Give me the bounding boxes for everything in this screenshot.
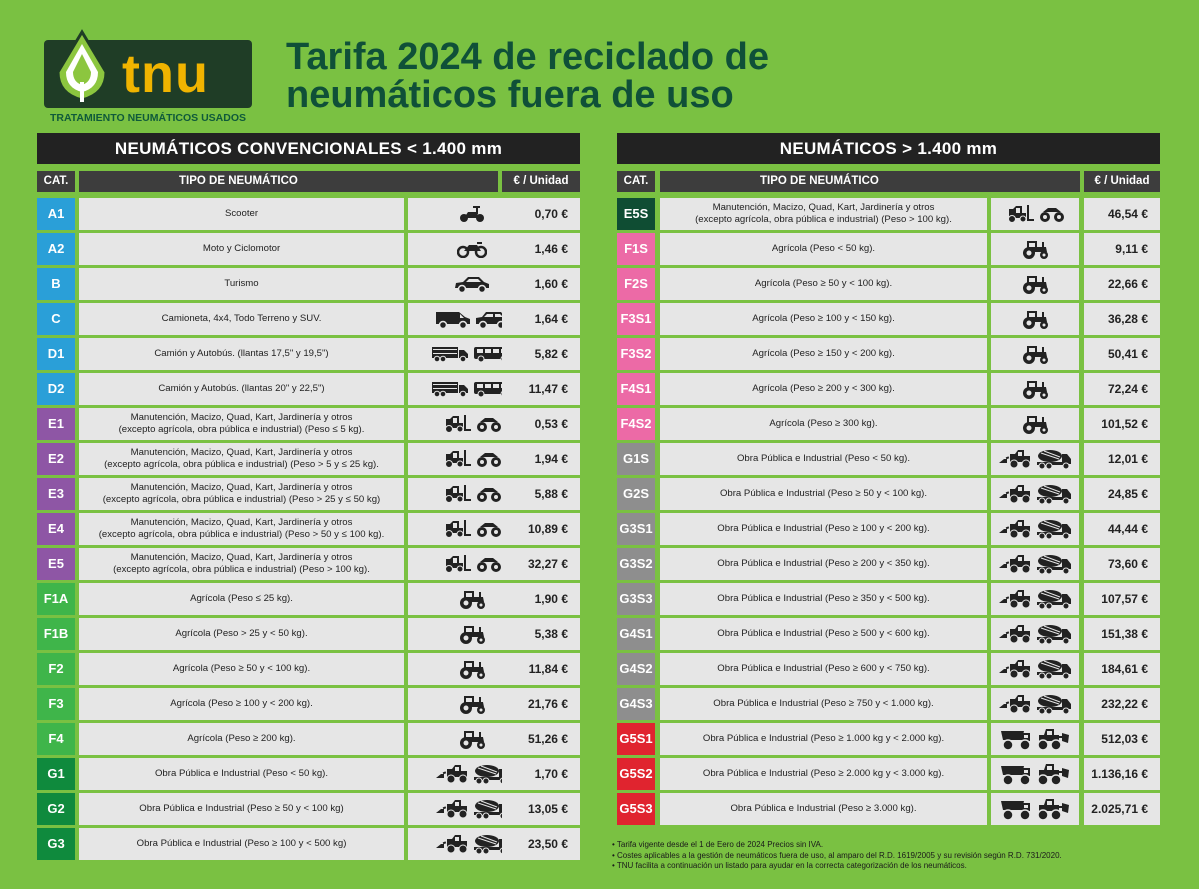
category-code: E5S [617,198,655,230]
category-code: F1A [37,583,75,615]
vehicle-icons [991,408,1079,440]
tractor-icon [1019,378,1051,400]
logo-subtitle: TRATAMIENTO NEUMÁTICOS USADOS [50,112,246,124]
tire-description [79,618,404,650]
tire-description [660,653,987,685]
quad-icon [1039,205,1065,223]
right-section-header: NEUMÁTICOS > 1.400 mm [617,133,1160,164]
unit-price: 1,94 € [502,443,580,475]
unit-price: 2.025,71 € [1084,793,1160,825]
quad-icon [476,450,502,468]
tire-description [79,198,404,230]
category-code: D2 [37,373,75,405]
category-code: G5S2 [617,758,655,790]
quad-icon [476,520,502,538]
tire-description [660,793,987,825]
tire-description [660,268,987,300]
unit-price: 36,28 € [1084,303,1160,335]
dump-truck-icon [1000,797,1032,821]
category-code: F4 [37,723,75,755]
description-line: Agrícola (Peso ≥ 100 y < 200 kg). [170,698,313,709]
tire-description [660,513,987,545]
tire-description [660,408,987,440]
description-line: Camión y Autobús. (llantas 17,5" y 19,5") [154,348,329,359]
loader-icon [998,589,1032,609]
category-code: D1 [37,338,75,370]
tire-description [660,478,987,510]
category-code: G3S3 [617,583,655,615]
description-line: Obra Pública e Industrial (Peso ≥ 500 y < 600 kg). [717,628,930,639]
tire-description [79,758,404,790]
tire-description [79,583,404,615]
category-code: G4S2 [617,653,655,685]
category-code: G3S1 [617,513,655,545]
tire-description [79,268,404,300]
description-line: Agrícola (Peso ≥ 200 y < 300 kg). [752,383,895,394]
tire-description [79,233,404,265]
loader-icon [435,799,469,819]
vehicle-icons [991,373,1079,405]
vehicle-icons [991,338,1079,370]
footnote: • Tarifa vigente desde el 1 de Eero de 2024 Precios sin IVA. [612,840,824,849]
unit-price: 10,89 € [502,513,580,545]
loader-icon [998,659,1032,679]
unit-price: 72,24 € [1084,373,1160,405]
unit-price: 1.136,16 € [1084,758,1160,790]
footnotes [612,840,1062,872]
tire-description [660,303,987,335]
wheel-loader-icon [1036,727,1070,751]
loader-icon [998,694,1032,714]
tire-description [79,548,404,580]
mixer-truck-icon [1036,448,1072,470]
vehicle-icons [991,758,1079,790]
truck-icon [431,380,469,398]
category-code: E4 [37,513,75,545]
description-line: (excepto agrícola, obra pública e industrial) (Peso > 100 kg). [113,564,370,575]
truck-icon [431,345,469,363]
logo-wordmark: tnu [122,44,209,104]
description-line: Manutención, Macizo, Quad, Kart, Jardinería y otros [130,517,353,528]
tire-description [660,583,987,615]
page-title-line-1: Tarifa 2024 de reciclado de [286,36,769,78]
category-code: G1 [37,758,75,790]
mixer-truck-icon [1036,553,1072,575]
loader-icon [435,764,469,784]
category-code: G1S [617,443,655,475]
description-line: Scooter [224,208,259,219]
vehicle-icons [991,443,1079,475]
dump-truck-icon [1000,727,1032,751]
forklift-icon [442,519,472,539]
unit-price: 51,26 € [502,723,580,755]
tire-description [660,198,987,230]
category-code: G5S1 [617,723,655,755]
mixer-truck-icon [1036,518,1072,540]
unit-price: 73,60 € [1084,548,1160,580]
category-code: A1 [37,198,75,230]
tire-description [79,828,404,860]
mixer-truck-icon [1036,623,1072,645]
right-header-tipo: TIPO DE NEUMÁTICO [660,171,1080,192]
unit-price: 107,57 € [1084,583,1160,615]
unit-price: 151,38 € [1084,618,1160,650]
tire-description [79,478,404,510]
vehicle-icons [991,303,1079,335]
forklift-icon [1005,204,1035,224]
category-code: G5S3 [617,793,655,825]
description-line: Obra Pública e Industrial (Peso ≥ 2.000 kg y < 3.000 kg). [702,768,945,779]
tire-description [79,653,404,685]
mixer-truck-icon [1036,658,1072,680]
tire-description [660,758,987,790]
left-header-price: € / Unidad [502,171,580,192]
description-line: Obra Pública e Industrial (Peso ≥ 3.000 kg). [730,803,917,814]
description-line: (excepto agrícola, obra pública e industrial) (Peso ≤ 5 kg). [118,424,365,435]
category-code: C [37,303,75,335]
quad-icon [476,485,502,503]
page-title-line-2: neumáticos fuera de uso [286,74,734,116]
unit-price: 1,46 € [502,233,580,265]
vehicle-icons [991,198,1079,230]
unit-price: 232,22 € [1084,688,1160,720]
tire-description [79,793,404,825]
description-line: Manutención, Macizo, Quad, Kart, Jardinería y otros [130,552,353,563]
vehicle-icons [991,688,1079,720]
forklift-icon [442,554,472,574]
unit-price: 9,11 € [1084,233,1160,265]
unit-price: 32,27 € [502,548,580,580]
category-code: F2S [617,268,655,300]
left-header-cat: CAT. [37,171,75,192]
mixer-truck-icon [1036,483,1072,505]
description-line: (excepto agrícola, obra pública e industrial) (Peso > 50 y ≤ 100 kg). [98,529,385,540]
category-code: G2S [617,478,655,510]
scooter-icon [458,205,486,223]
description-line: Camioneta, 4x4, Todo Terreno y SUV. [161,313,322,324]
left-header-tipo: TIPO DE NEUMÁTICO [79,171,498,192]
unit-price: 22,66 € [1084,268,1160,300]
tire-description [79,338,404,370]
loader-icon [435,834,469,854]
unit-price: 11,47 € [502,373,580,405]
description-line: Manutención, Macizo, Quad, Kart, Jardinería y otros [130,482,353,493]
loader-icon [998,449,1032,469]
tractor-icon [1019,413,1051,435]
tire-description [79,443,404,475]
category-code: F3S2 [617,338,655,370]
tire-description [79,688,404,720]
category-code: G2 [37,793,75,825]
unit-price: 1,70 € [502,758,580,790]
description-line: Agrícola (Peso < 50 kg). [771,243,876,254]
tractor-icon [456,728,488,750]
unit-price: 101,52 € [1084,408,1160,440]
description-line: Obra Pública e Industrial (Peso ≥ 1.000 kg y < 2.000 kg). [702,733,945,744]
unit-price: 46,54 € [1084,198,1160,230]
vehicle-icons [991,268,1079,300]
description-line: (excepto agrícola, obra pública e industrial) (Peso > 25 y ≤ 50 kg) [102,494,381,505]
unit-price: 21,76 € [502,688,580,720]
tire-description [660,688,987,720]
tractor-icon [456,588,488,610]
footnote: • Costes aplicables a la gestión de neumáticos fuera de uso, al amparo del R.D. 1619/2005 y su revisión según R.D. 731/2020. [612,850,1062,860]
quad-icon [476,415,502,433]
mixer-truck-icon [1036,588,1072,610]
vehicle-icons [991,653,1079,685]
description-line: Obra Pública e Industrial (Peso ≥ 50 y < 100 kg) [139,803,344,814]
tire-description [79,513,404,545]
description-line: Agrícola (Peso ≤ 25 kg). [190,593,293,604]
description-line: Manutención, Macizo, Quad, Kart, Jardinería y otros [712,202,935,213]
category-code: E1 [37,408,75,440]
unit-price: 13,05 € [502,793,580,825]
tractor-icon [456,623,488,645]
right-header-cat: CAT. [617,171,655,192]
description-line: Obra Pública e Industrial (Peso ≥ 100 y < 500 kg) [136,838,347,849]
description-line: Obra Pública e Industrial (Peso ≥ 750 y < 1.000 kg). [713,698,934,709]
unit-price: 50,41 € [1084,338,1160,370]
unit-price: 1,90 € [502,583,580,615]
tractor-icon [456,693,488,715]
van-icon [435,309,471,329]
unit-price: 5,38 € [502,618,580,650]
description-line: (excepto agrícola, obra pública e industrial) (Peso > 5 y ≤ 25 kg). [104,459,379,470]
unit-price: 5,82 € [502,338,580,370]
vehicle-icons [991,233,1079,265]
category-code: G4S3 [617,688,655,720]
forklift-icon [442,484,472,504]
wheel-loader-icon [1036,762,1070,786]
car-icon [453,275,491,293]
description-line: Obra Pública e Industrial (Peso ≥ 50 y < 100 kg). [719,488,928,499]
category-code: E3 [37,478,75,510]
mixer-truck-icon [1036,693,1072,715]
right-header-price: € / Unidad [1084,171,1160,192]
vehicle-icons [991,583,1079,615]
unit-price: 11,84 € [502,653,580,685]
category-code: E5 [37,548,75,580]
description-line: Camión y Autobús. (llantas 20" y 22,5") [158,383,325,394]
category-code: F1S [617,233,655,265]
category-code: F3S1 [617,303,655,335]
category-code: F4S1 [617,373,655,405]
category-code: F1B [37,618,75,650]
quad-icon [476,555,502,573]
tire-description [660,373,987,405]
forklift-icon [442,414,472,434]
unit-price: 0,70 € [502,198,580,230]
unit-price: 5,88 € [502,478,580,510]
footnote: • TNU facilita a continuación un listado para ayudar en la correcta categorización de los neumáticos. [612,861,967,870]
tire-description [79,303,404,335]
description-line: Manutención, Macizo, Quad, Kart, Jardinería y otros [130,447,353,458]
tire-description [660,443,987,475]
category-code: E2 [37,443,75,475]
unit-price: 184,61 € [1084,653,1160,685]
tractor-icon [1019,308,1051,330]
unit-price: 12,01 € [1084,443,1160,475]
category-code: G3 [37,828,75,860]
loader-icon [998,519,1032,539]
unit-price: 23,50 € [502,828,580,860]
unit-price: 44,44 € [1084,513,1160,545]
description-line: Obra Pública e Industrial (Peso ≥ 200 y < 350 kg). [717,558,930,569]
tire-description [660,618,987,650]
tire-description [660,723,987,755]
forklift-icon [442,449,472,469]
description-line: Agrícola (Peso ≥ 200 kg). [187,733,296,744]
category-code: G3S2 [617,548,655,580]
category-code: G4S1 [617,618,655,650]
tractor-icon [456,658,488,680]
vehicle-icons [991,478,1079,510]
category-code: B [37,268,75,300]
category-code: F3 [37,688,75,720]
description-line: Agrícola (Peso ≥ 50 y < 100 kg). [172,663,311,674]
tire-description [660,338,987,370]
category-code: F2 [37,653,75,685]
loader-icon [998,554,1032,574]
description-line: Obra Pública e Industrial (Peso ≥ 100 y < 200 kg). [717,523,930,534]
description-line: Agrícola (Peso ≥ 150 y < 200 kg). [752,348,895,359]
description-line: (excepto agrícola, obra pública e industrial) (Peso > 100 kg). [695,214,952,225]
category-code: F4S2 [617,408,655,440]
tire-description [79,723,404,755]
description-line: Obra Pública e Industrial (Peso < 50 kg). [736,453,911,464]
vehicle-icons [991,618,1079,650]
unit-price: 512,03 € [1084,723,1160,755]
description-line: Obra Pública e Industrial (Peso ≥ 350 y < 500 kg). [717,593,930,604]
description-line: Turismo [224,278,259,289]
unit-price: 0,53 € [502,408,580,440]
tractor-icon [1019,238,1051,260]
vehicle-icons [991,793,1079,825]
description-line: Moto y Ciclomotor [202,243,281,254]
description-line: Agrícola (Peso ≥ 100 y < 150 kg). [752,313,895,324]
left-section-header: NEUMÁTICOS CONVENCIONALES < 1.400 mm [37,133,580,164]
description-line: Obra Pública e Industrial (Peso ≥ 600 y < 750 kg). [717,663,930,674]
loader-icon [998,624,1032,644]
description-line: Obra Pública e Industrial (Peso < 50 kg). [154,768,329,779]
page-title [286,38,769,114]
loader-icon [998,484,1032,504]
leaf-icon [54,28,110,108]
tire-description [660,233,987,265]
description-line: Agrícola (Peso ≥ 50 y < 100 kg). [754,278,893,289]
wheel-loader-icon [1036,797,1070,821]
dump-truck-icon [1000,762,1032,786]
description-line: Manutención, Macizo, Quad, Kart, Jardinería y otros [130,412,353,423]
vehicle-icons [991,513,1079,545]
motorcycle-icon [457,240,487,258]
tnu-logo [44,40,252,108]
tire-description [660,548,987,580]
vehicle-icons [991,723,1079,755]
vehicle-icons [991,548,1079,580]
tire-description [79,373,404,405]
tire-description [79,408,404,440]
unit-price: 1,60 € [502,268,580,300]
tractor-icon [1019,273,1051,295]
unit-price: 24,85 € [1084,478,1160,510]
description-line: Agrícola (Peso ≥ 300 kg). [769,418,878,429]
category-code: A2 [37,233,75,265]
description-line: Agrícola (Peso > 25 y < 50 kg). [175,628,308,639]
tractor-icon [1019,343,1051,365]
unit-price: 1,64 € [502,303,580,335]
